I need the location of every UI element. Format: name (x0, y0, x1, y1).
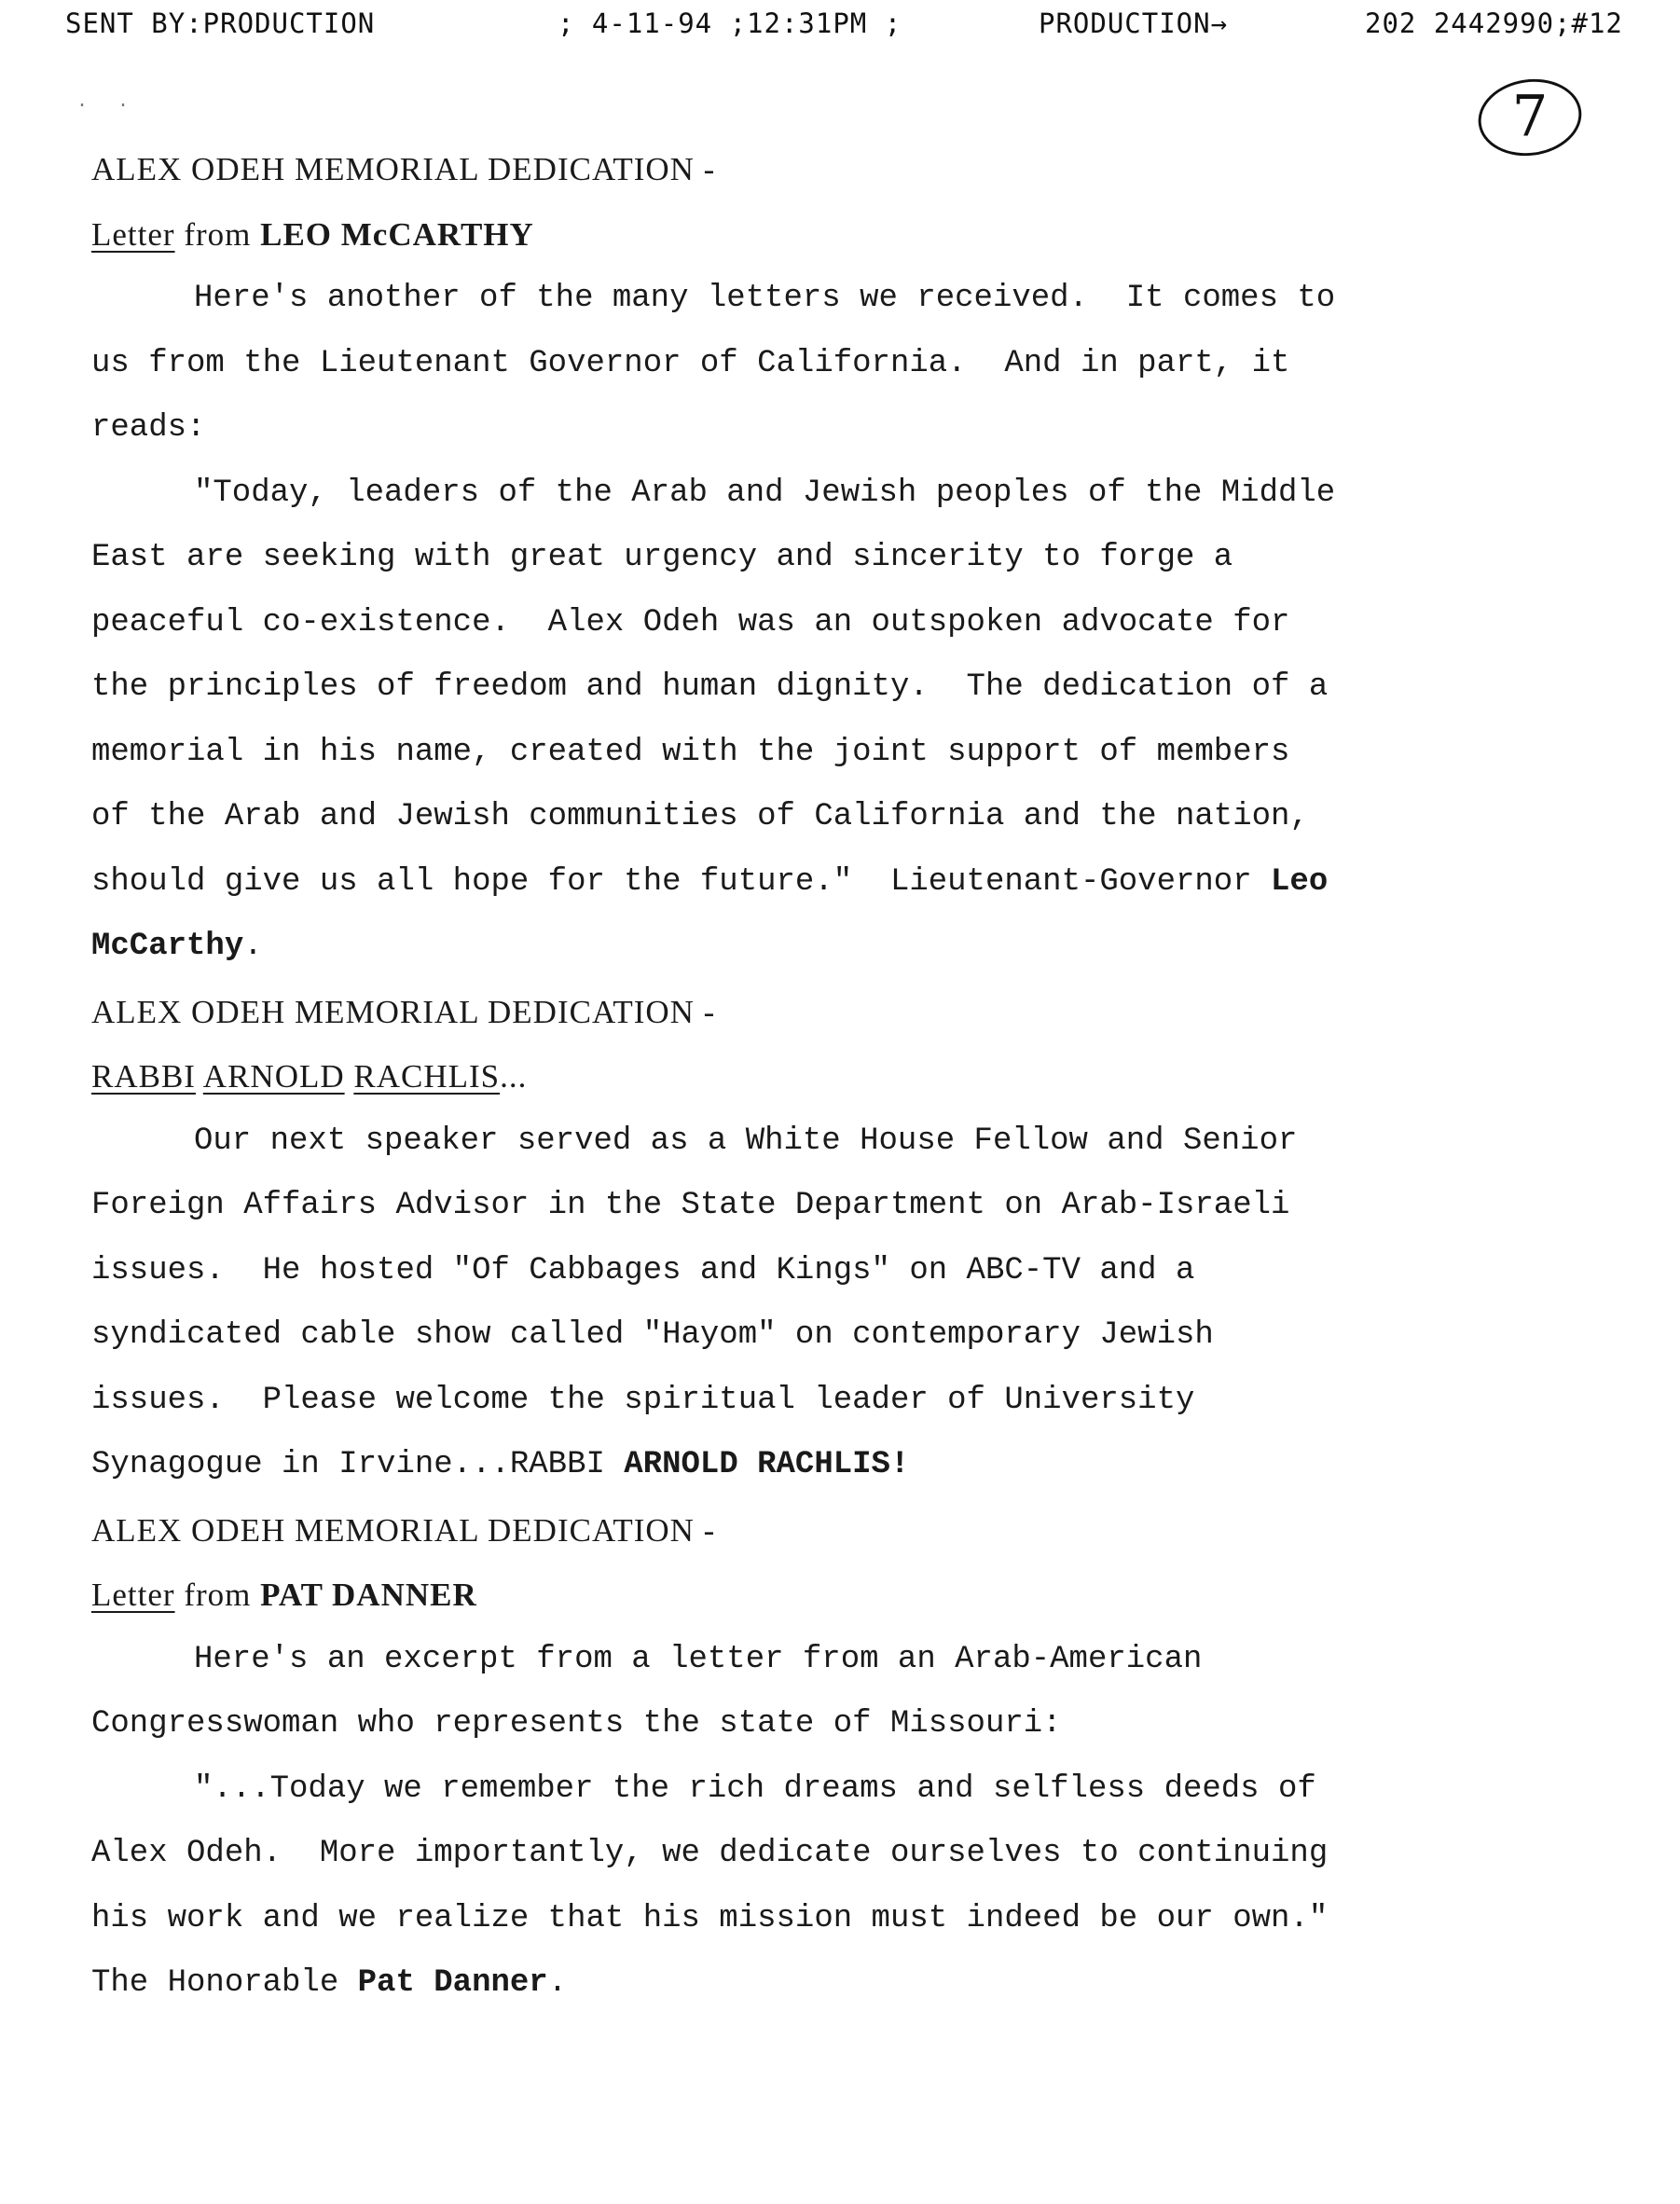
paragraph-line: syndicated cable show called "Hayom" on contemporary Jewish (91, 1317, 1214, 1353)
paragraph-line: issues. He hosted "Of Cabbages and Kings" on ABC-TV and a (91, 1252, 1195, 1288)
from-text: from (174, 215, 261, 253)
stray-marks: · · (76, 95, 139, 117)
paragraph-line: reads: (91, 410, 206, 446)
closing-line (91, 915, 1490, 980)
paragraph-line: Congresswoman who represents the state of Missouri: (91, 1706, 1062, 1742)
letter-label: Letter (91, 1577, 175, 1613)
section-heading: ALEX ODEH MEMORIAL DEDICATION - (91, 993, 716, 1030)
paragraph-line: Foreign Affairs Advisor in the State Department on Arab-Israeli (91, 1188, 1290, 1223)
speaker-first-name: ARNOLD (202, 1058, 345, 1095)
letter-author: LEO McCARTHY (260, 215, 534, 253)
paragraph-line: Our next speaker served as a White House Fellow and Senior (194, 1123, 1298, 1159)
quote-end-text: should give us all hope for the future." Lieutenant-Governor (91, 863, 1272, 900)
paragraph-line (91, 1433, 1490, 1498)
quote-line: the principles of freedom and human dignity. The dedication of a (91, 669, 1329, 705)
author-name-part: Leo (1271, 863, 1329, 900)
quote-line: peaceful co-existence. Alex Odeh was an outspoken advocate for (91, 604, 1290, 641)
fax-phone-page: 202 2442990;#12 (1365, 7, 1623, 39)
fax-sender: SENT BY:PRODUCTION (65, 7, 376, 39)
section-subheading (91, 1563, 1490, 1628)
speaker-name: ARNOLD RACHLIS! (624, 1447, 910, 1482)
letter-author: PAT DANNER (260, 1577, 477, 1613)
section-subheading (91, 202, 1490, 268)
quote-line: "Today, leaders of the Arab and Jewish peoples of the Middle (194, 475, 1336, 511)
paragraph-line: Here's another of the many letters we received. It comes to (194, 281, 1336, 316)
handwritten-page-number (1475, 73, 1585, 162)
from-text: from (174, 1577, 261, 1613)
quote-line (91, 850, 1490, 916)
quote-line: East are seeking with great urgency and sincerity to forge a (91, 540, 1233, 575)
quote-line: his work and we realize that his mission must indeed be our own." (91, 1900, 1329, 1936)
author-surname: McCarthy (91, 929, 244, 964)
section-subheading (91, 1044, 1490, 1109)
fax-date-time: ; 4-11-94 ;12:31PM ; (558, 7, 902, 39)
section-heading: ALEX ODEH MEMORIAL DEDICATION - (91, 1511, 716, 1549)
closing-line (91, 1951, 1490, 2017)
speaker-last-name: RACHLIS (353, 1058, 501, 1095)
page-mark-number: 7 (1511, 83, 1549, 150)
ellipsis: ... (500, 1058, 528, 1095)
quote-line: Alex Odeh. More importantly, we dedicate ourselves to continuing (91, 1836, 1329, 1871)
fax-header (65, 7, 1623, 45)
fax-destination: PRODUCTION→ (1039, 7, 1229, 39)
closing-punct: . (243, 929, 263, 964)
paragraph-line: Here's an excerpt from a letter from an Arab-American (194, 1641, 1203, 1677)
circled-number-mark (1475, 73, 1585, 162)
quote-line: of the Arab and Jewish communities of California and the nation, (91, 799, 1309, 834)
quote-line: memorial in his name, created with the joint support of members (91, 734, 1290, 770)
letter-label: Letter (91, 215, 175, 253)
section-heading: ALEX ODEH MEMORIAL DEDICATION - (91, 151, 716, 187)
intro-text: Synagogue in Irvine...RABBI (91, 1447, 625, 1482)
author-name: Pat Danner (357, 1965, 548, 2001)
paragraph-line: issues. Please welcome the spiritual leader of University (91, 1382, 1195, 1418)
closing-punct: . (547, 1965, 568, 2001)
script-body (91, 137, 1490, 2017)
speaker-title: RABBI (91, 1058, 196, 1095)
paragraph-line: us from the Lieutenant Governor of California. And in part, it (91, 345, 1290, 381)
honorific-text: The Honorable (91, 1965, 358, 2001)
quote-line: "...Today we remember the rich dreams and selfless deeds of (194, 1770, 1316, 1807)
